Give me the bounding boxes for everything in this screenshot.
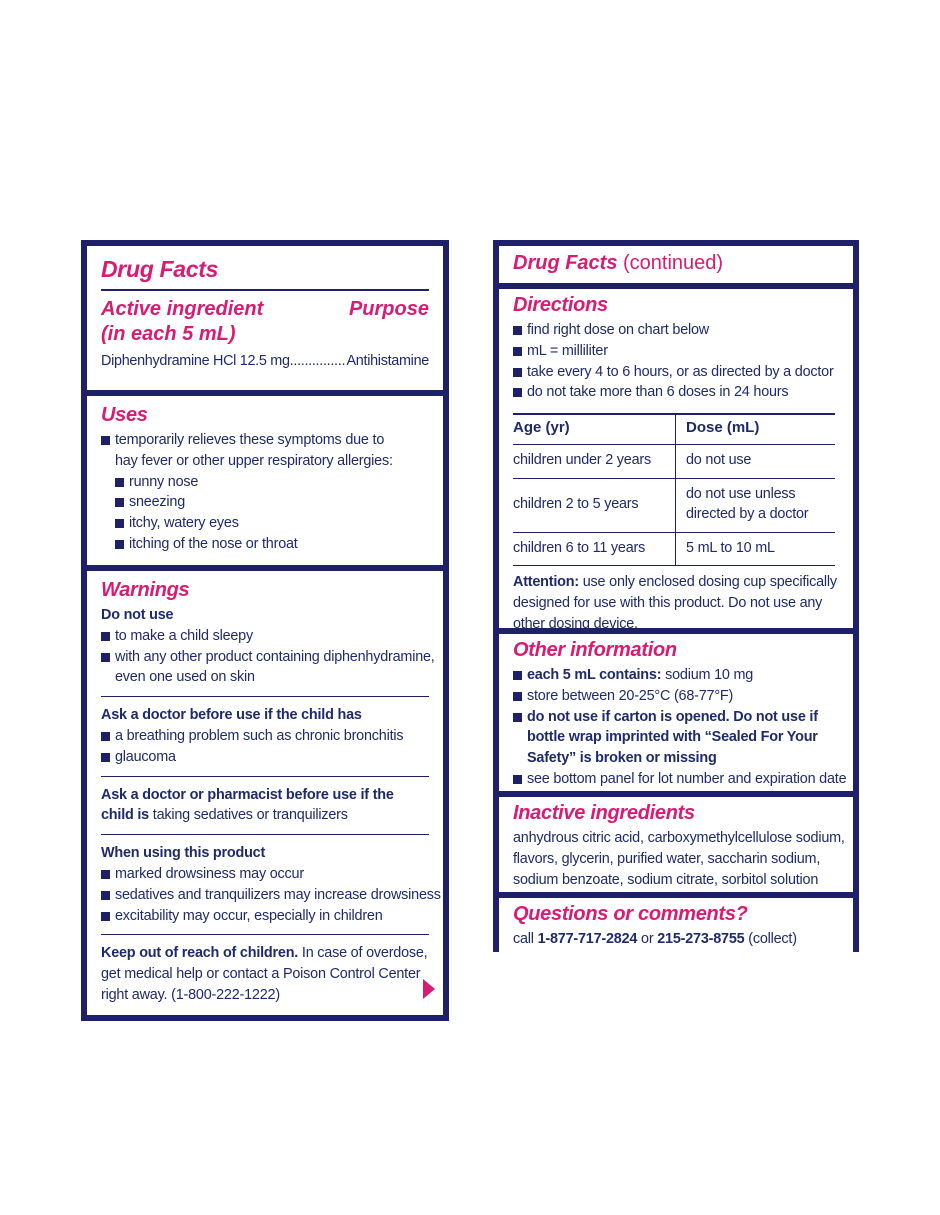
bold-text: child is bbox=[101, 807, 149, 824]
list-item-continued: Safety” is broken or missing bbox=[527, 750, 717, 767]
body-text: or bbox=[637, 931, 658, 947]
ask-pharmacist-heading: Ask a doctor or pharmacist before use if the bbox=[101, 786, 394, 803]
list-item-text: take every 4 to 6 hours, or as directed by a doctor bbox=[527, 363, 834, 380]
divider bbox=[101, 289, 429, 291]
body-text: use only enclosed dosing cup specifically bbox=[578, 574, 837, 591]
warnings-heading: Warnings bbox=[101, 579, 190, 601]
list-item bbox=[513, 362, 839, 383]
bullet-square bbox=[115, 540, 124, 549]
list-item bbox=[101, 885, 441, 906]
do-not-use-heading: Do not use bbox=[101, 607, 174, 623]
table-row bbox=[513, 445, 835, 479]
table-row bbox=[513, 532, 835, 566]
bullet-square bbox=[101, 653, 110, 662]
inactive-ingredients-heading: Inactive ingredients bbox=[513, 802, 695, 824]
bullet-square bbox=[513, 671, 522, 680]
keep-out-text-2: get medical help or contact a Poison Control Center bbox=[101, 966, 421, 983]
active-ingredient-heading: Active ingredient bbox=[101, 298, 264, 320]
drug-facts-panel-right bbox=[493, 240, 859, 952]
list-item-text: excitability may occur, especially in children bbox=[115, 907, 383, 924]
questions-text bbox=[513, 929, 839, 950]
bullet-square bbox=[513, 713, 522, 722]
uses-section bbox=[87, 396, 443, 565]
warnings-section bbox=[87, 571, 443, 1015]
list-item bbox=[101, 747, 429, 768]
list-item-text: a breathing problem such as chronic bronchitis bbox=[115, 727, 404, 744]
body-text: (collect) bbox=[744, 931, 797, 947]
dosing-table bbox=[513, 413, 835, 566]
list-item-text: itching of the nose or throat bbox=[129, 535, 298, 552]
table-cell-age: children under 2 years bbox=[513, 445, 676, 479]
when-using-heading: When using this product bbox=[101, 845, 266, 862]
ingredient-purpose: Antihistamine bbox=[346, 353, 429, 369]
table-cell-dose bbox=[676, 478, 836, 532]
uses-heading: Uses bbox=[101, 404, 148, 426]
continued-text: (continued) bbox=[617, 252, 724, 274]
inactive-ingredients-text-2: flavors, glycerin, purified water, saccharin sodium, bbox=[513, 850, 821, 867]
list-item-text: marked drowsiness may occur bbox=[115, 865, 304, 882]
table-cell-age: children 6 to 11 years bbox=[513, 532, 676, 566]
inactive-ingredients-section bbox=[499, 797, 853, 892]
list-item-text: find right dose on chart below bbox=[527, 322, 709, 338]
body-text: sodium 10 mg bbox=[661, 667, 754, 683]
list-item bbox=[513, 320, 839, 341]
list-item-text: sneezing bbox=[129, 494, 186, 511]
divider bbox=[101, 776, 429, 777]
body-text: call bbox=[513, 931, 538, 947]
questions-section bbox=[499, 898, 853, 958]
bullet-square bbox=[513, 368, 522, 377]
other-information-heading: Other information bbox=[513, 639, 677, 661]
list-item-continued: even one used on skin bbox=[115, 669, 255, 686]
ask-doctor-heading: Ask a doctor before use if the child has bbox=[101, 707, 362, 724]
title-text: Drug Facts bbox=[513, 252, 618, 274]
divider bbox=[101, 696, 429, 697]
continue-arrow-icon bbox=[423, 979, 435, 999]
attention-text-3: other dosing device. bbox=[513, 615, 638, 632]
list-item bbox=[101, 864, 429, 885]
inactive-ingredients-text: anhydrous citric acid, carboxymethylcellulose sodium, bbox=[513, 830, 845, 846]
bullet-square bbox=[101, 632, 110, 641]
list-item bbox=[513, 382, 839, 403]
attention-text-2: designed for use with this product. Do not use any bbox=[513, 594, 823, 611]
list-item-text: see bottom panel for lot number and expiration date bbox=[527, 770, 847, 787]
table-row bbox=[513, 478, 835, 532]
list-item-text: glaucoma bbox=[115, 748, 176, 765]
list-item bbox=[101, 534, 429, 555]
list-item bbox=[101, 626, 429, 647]
phone-number: 215-273-8755 bbox=[657, 931, 745, 947]
active-ingredient-subheading: (in each 5 mL) bbox=[101, 323, 236, 345]
bullet-square bbox=[513, 388, 522, 397]
directions-heading: Directions bbox=[513, 294, 608, 316]
list-item bbox=[101, 726, 429, 747]
body-text: In case of overdose, bbox=[298, 945, 428, 962]
list-item bbox=[513, 665, 839, 686]
divider bbox=[101, 934, 429, 935]
list-item-text: do not use if carton is opened. Do not use if bbox=[527, 708, 818, 725]
bullet-square bbox=[513, 692, 522, 701]
list-item-text: do not take more than 6 doses in 24 hours bbox=[527, 384, 789, 401]
bullet-square bbox=[513, 326, 522, 335]
keep-out-text-3: right away. (1-800-222-1222) bbox=[101, 986, 280, 1003]
other-information-section bbox=[499, 634, 853, 791]
uses-text: temporarily relieves these symptoms due to bbox=[115, 432, 385, 448]
list-item-continued: bottle wrap imprinted with “Sealed For Your bbox=[527, 729, 818, 746]
bullet-square bbox=[115, 519, 124, 528]
bullet-square bbox=[101, 891, 110, 900]
active-ingredient-section bbox=[87, 246, 443, 390]
bullet-square bbox=[115, 478, 124, 487]
questions-heading: Questions or comments? bbox=[513, 903, 748, 925]
dose-line-2: directed by a doctor bbox=[686, 506, 809, 523]
table-cell-age: children 2 to 5 years bbox=[513, 478, 676, 532]
directions-section bbox=[499, 289, 853, 632]
table-header-age: Age (yr) bbox=[513, 414, 676, 445]
ask-pharmacist-text bbox=[101, 805, 429, 826]
right-title-section bbox=[499, 246, 853, 283]
drug-facts-title: Drug Facts bbox=[101, 256, 219, 282]
bold-text: each 5 mL contains: bbox=[527, 667, 662, 683]
uses-bullet bbox=[101, 430, 429, 451]
purpose-heading: Purpose bbox=[348, 298, 429, 320]
table-cell-dose: 5 mL to 10 mL bbox=[676, 532, 836, 566]
uses-text-continued: hay fever or other upper respiratory allergies: bbox=[115, 452, 393, 469]
list-item bbox=[101, 513, 429, 534]
active-ingredient-header bbox=[101, 297, 429, 347]
list-item bbox=[101, 906, 429, 927]
drug-facts-continued-title bbox=[513, 252, 839, 275]
ingredient-name: Diphenhydramine HCl 12.5 mg bbox=[101, 353, 290, 369]
list-item bbox=[101, 472, 429, 493]
list-item bbox=[513, 769, 847, 790]
list-item-text: runny nose bbox=[129, 473, 199, 490]
bold-text: Keep out of reach of children. bbox=[101, 945, 299, 962]
list-item-text: itchy, watery eyes bbox=[129, 515, 239, 532]
drug-facts-panel-left bbox=[81, 240, 449, 1021]
body-text: taking sedatives or tranquilizers bbox=[148, 807, 348, 824]
list-item-text: sedatives and tranquilizers may increase drowsiness bbox=[115, 886, 441, 903]
table-header-row bbox=[513, 414, 835, 445]
attention-text bbox=[513, 572, 839, 593]
list-item-text: mL = milliliter bbox=[527, 342, 608, 359]
divider bbox=[101, 834, 429, 835]
phone-number: 1-877-717-2824 bbox=[537, 931, 638, 947]
bullet-square bbox=[101, 436, 110, 445]
keep-out-text bbox=[101, 943, 429, 964]
table-cell-dose: do not use bbox=[676, 445, 836, 479]
list-item bbox=[513, 707, 839, 728]
bullet-square bbox=[101, 912, 110, 921]
list-item-text: store between 20-25°C (68-77°F) bbox=[527, 687, 734, 704]
dose-line-1: do not use unless bbox=[686, 485, 796, 502]
table-header-dose: Dose (mL) bbox=[676, 414, 836, 445]
bullet-square bbox=[513, 775, 522, 784]
bullet-square bbox=[513, 347, 522, 356]
ingredient-row bbox=[101, 353, 429, 369]
list-item-text: with any other product containing diphenhydramine, bbox=[115, 648, 435, 665]
bullet-square bbox=[101, 732, 110, 741]
list-item bbox=[513, 686, 839, 707]
list-item bbox=[101, 492, 429, 513]
bold-text: Attention: bbox=[513, 574, 579, 591]
dot-leader: ............... bbox=[289, 353, 346, 369]
list-item bbox=[101, 647, 435, 668]
inactive-ingredients-text-3: sodium benzoate, sodium citrate, sorbitol solution bbox=[513, 871, 819, 888]
bullet-square bbox=[101, 870, 110, 879]
bullet-square bbox=[115, 498, 124, 507]
bullet-square bbox=[101, 753, 110, 762]
list-item-text: to make a child sleepy bbox=[115, 627, 253, 644]
list-item bbox=[513, 341, 839, 362]
